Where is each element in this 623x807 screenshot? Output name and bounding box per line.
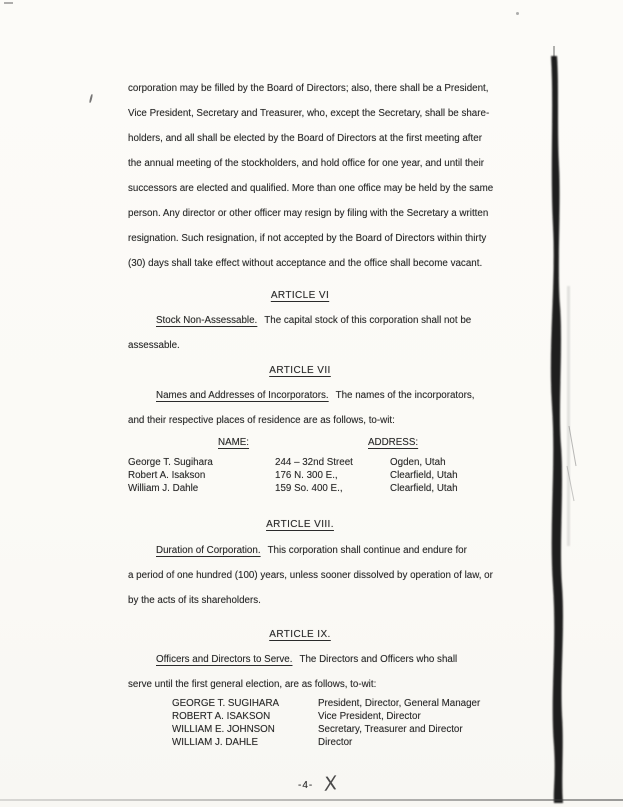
article-vii-heading: [90, 358, 510, 383]
text-line: [128, 308, 515, 333]
article-vi-heading-label: ARTICLE VI: [270, 290, 330, 301]
text-line: and their respective places of residence are as follows, to-wit:: [128, 415, 395, 426]
officer-title: Director: [318, 737, 353, 748]
article-ix-heading-label: ARTICLE IX.: [269, 629, 331, 640]
handwritten-x-mark: X: [323, 771, 338, 797]
incorporator-city: Clearfield, Utah: [390, 470, 458, 481]
text-line: corporation may be filled by the Board of Directors; also, there shall be a President,: [128, 83, 489, 94]
officer-name: ROBERT A. ISAKSON: [172, 711, 271, 722]
incorporator-address: 176 N. 300 E.,: [275, 470, 338, 481]
table-row: [128, 482, 548, 495]
officers-list: [172, 697, 572, 749]
incorporator-city: Clearfield, Utah: [390, 483, 458, 494]
incorporator-address: 244 – 32nd Street: [275, 457, 353, 468]
scan-speck-dot: [516, 12, 519, 15]
text-line: [128, 538, 515, 563]
pen-tick-artifact: [89, 94, 93, 103]
incorporators-table-header: [128, 436, 515, 450]
article-vii-heading-label: ARTICLE VII: [269, 365, 331, 376]
article-vi-lead: Stock Non-Assessable.: [156, 315, 258, 326]
table-row: [128, 456, 548, 469]
incorporators-table: [128, 456, 548, 495]
text-line: successors are elected and qualified. More than one office may be held by the same: [128, 183, 494, 194]
text-line: a period of one hundred (100) years, unless sooner dissolved by operation of law, or: [128, 570, 493, 581]
page-footer: [298, 773, 388, 805]
officer-row: [172, 697, 572, 710]
article-viii-heading: [90, 512, 510, 537]
article-ix-paragraph: [128, 647, 515, 697]
article-ix-heading: [90, 622, 510, 647]
text-line: (30) days shall take effect without acceptance and the office shall become vacant.: [128, 258, 483, 269]
incorporator-name: William J. Dahle: [128, 483, 199, 494]
address-column-header: ADDRESS:: [368, 437, 419, 448]
text-line: [128, 383, 515, 408]
text-line: holders, and all shall be elected by the Board of Directors at the first meeting after: [128, 133, 482, 144]
officer-row: [172, 723, 572, 736]
incorporator-address: 159 So. 400 E.,: [275, 483, 343, 494]
article-vii-paragraph: [128, 383, 515, 433]
text-line: by the acts of its shareholders.: [128, 595, 261, 606]
article-viii-lead: Duration of Corporation.: [156, 545, 261, 556]
intro-paragraph: [128, 76, 515, 276]
name-column-header: NAME:: [218, 437, 250, 448]
officer-row: [172, 736, 572, 749]
text-line: resignation. Such resignation, if not accepted by the Board of Directors within thirty: [128, 233, 487, 244]
article-viii-text: This corporation shall continue and endure for: [267, 545, 467, 556]
article-ix-text: The Directors and Officers who shall: [299, 654, 458, 665]
article-vi-heading: [90, 283, 510, 308]
incorporator-name: Robert A. Isakson: [128, 470, 206, 481]
text-line: Vice President, Secretary and Treasurer, who, except the Secretary, shall be share-: [128, 108, 490, 119]
article-viii-heading-label: ARTICLE VIII.: [266, 519, 334, 530]
officer-title: Secretary, Treasurer and Director: [318, 724, 463, 735]
article-vi-paragraph: [128, 308, 515, 358]
officer-row: [172, 710, 572, 723]
article-viii-paragraph: [128, 538, 515, 613]
article-vi-text: The capital stock of this corporation shall not be: [264, 315, 472, 326]
text-line: assessable.: [128, 340, 180, 351]
text-line: person. Any director or other officer may resign by filing with the Secretary a written: [128, 208, 489, 219]
article-vii-lead: Names and Addresses of Incorporators.: [156, 390, 329, 401]
officer-name: WILLIAM E. JOHNSON: [172, 724, 275, 735]
article-ix-lead: Officers and Directors to Serve.: [156, 654, 293, 665]
text-line: the annual meeting of the stockholders, and hold office for one year, and until their: [128, 158, 485, 169]
table-row: [128, 469, 548, 482]
page-number: -4-: [298, 780, 314, 791]
scan-edge-band: [536, 46, 596, 807]
officer-title: Vice President, Director: [318, 711, 421, 722]
text-line: [128, 647, 515, 672]
scan-speck-dash: [4, 2, 13, 4]
officer-name: GEORGE T. SUGIHARA: [172, 698, 280, 709]
officer-name: WILLIAM J. DAHLE: [172, 737, 259, 748]
text-line: serve until the first general election, are as follows, to-wit:: [128, 679, 377, 690]
scan-edge-band-svg: [536, 46, 596, 807]
incorporator-city: Ogden, Utah: [390, 457, 446, 468]
incorporator-name: George T. Sugihara: [128, 457, 213, 468]
article-vii-text: The names of the incorporators,: [335, 390, 475, 401]
officer-title: President, Director, General Manager: [318, 698, 481, 709]
